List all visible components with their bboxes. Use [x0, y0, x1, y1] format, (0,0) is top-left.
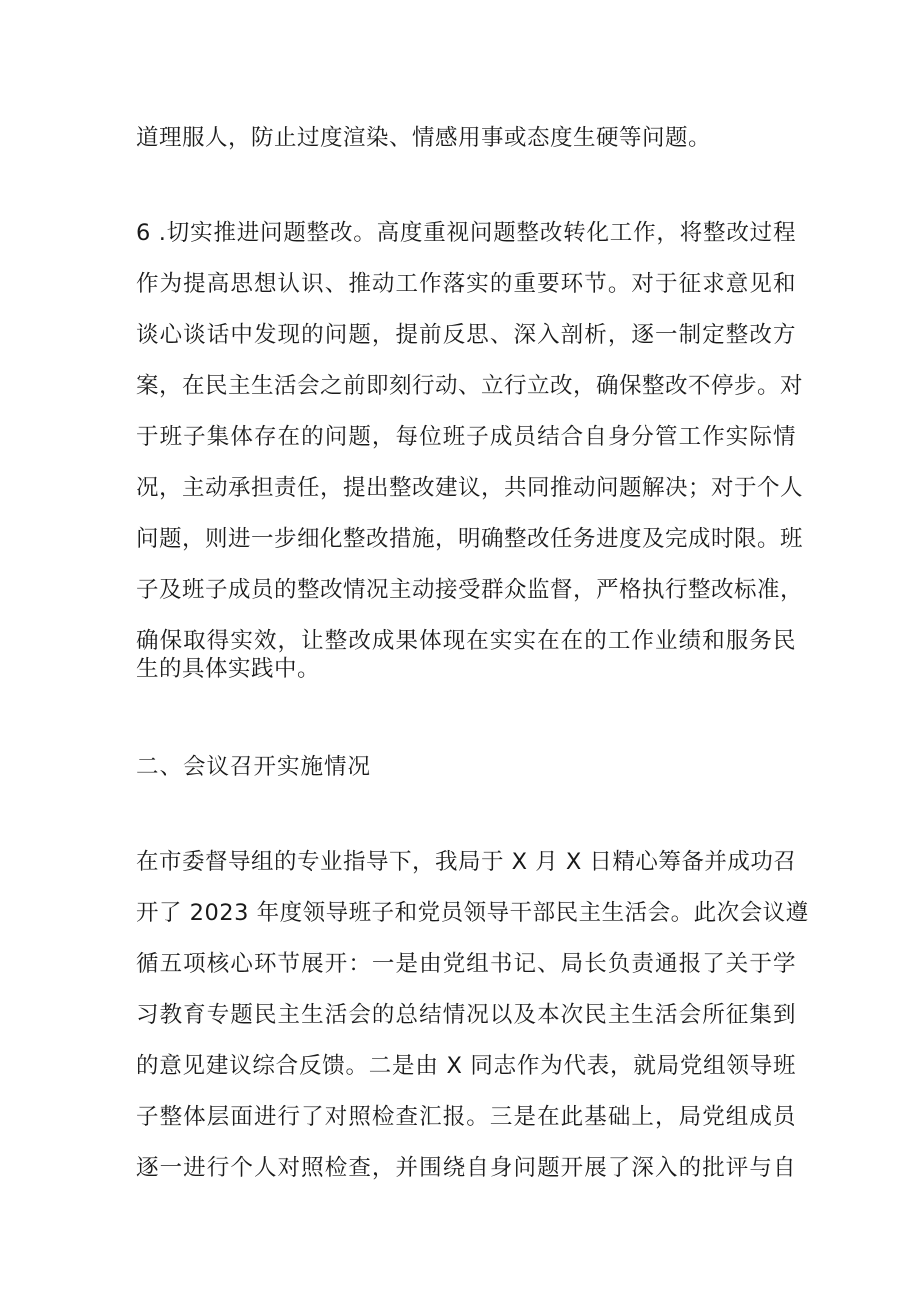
- paragraph-line: 于班子集体存在的问题，每位班子成员结合自身分管工作实际情: [136, 424, 796, 450]
- paragraph-line: 案，在民主生活会之前即刻行动、立行立改，确保整改不停步。对: [136, 373, 804, 399]
- paragraph-line: 在市委督导组的专业指导下，我局于 X 月 X 日精心筹备并成功召: [136, 849, 797, 875]
- paragraph-line: 道理服人，防止过度渲染、情感用事或态度生硬等问题。: [136, 125, 712, 151]
- paragraph-line: 生的具体实践中。: [136, 656, 321, 682]
- paragraph-line: 问题，则进一步细化整改措施，明确整改任务进度及完成时限。班: [136, 526, 804, 552]
- paragraph-line: 逐一进行个人对照检查，并围绕自身问题开展了深入的批评与自: [136, 1155, 796, 1181]
- paragraph-line: 习教育专题民主生活会的总结情况以及本次民主生活会所征集到: [136, 1002, 796, 1028]
- paragraph-line: 循五项核心环节展开：一是由党组书记、局长负责通报了关于学: [136, 951, 796, 977]
- section-heading: 二、会议召开实施情况: [136, 754, 372, 780]
- paragraph-line: 作为提高思想认识、推动工作落实的重要环节。对于征求意见和: [136, 271, 796, 297]
- paragraph-line: 确保取得实效，让整改成果体现在实实在在的工作业绩和服务民: [136, 628, 796, 654]
- paragraph-line: 子整体层面进行了对照检查汇报。三是在此基础上，局党组成员: [136, 1104, 796, 1130]
- paragraph-line: 子及班子成员的整改情况主动接受群众监督，严格执行整改标准，: [136, 577, 804, 603]
- paragraph-line: 开了 2023 年度领导班子和党员领导干部民主生活会。此次会议遵: [136, 900, 809, 926]
- paragraph-line: 谈心谈话中发现的问题，提前反思、深入剖析，逐一制定整改方: [136, 322, 796, 348]
- section-6-heading-line: 6 .切实推进问题整改。高度重视问题整改转化工作，将整改过程: [136, 220, 796, 246]
- paragraph-line: 况，主动承担责任，提出整改建议，共同推动问题解决；对于个人: [136, 475, 804, 501]
- paragraph-line: 的意见建议综合反馈。二是由 X 同志作为代表，就局党组领导班: [136, 1053, 796, 1079]
